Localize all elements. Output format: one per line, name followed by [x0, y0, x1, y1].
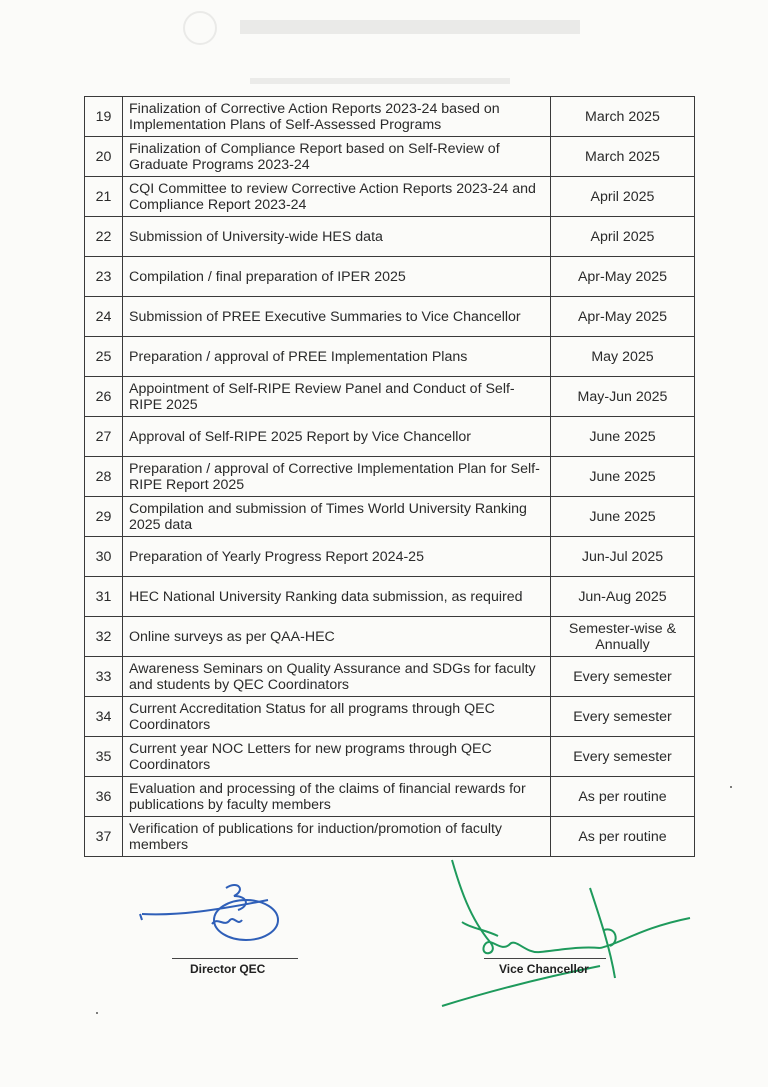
vice-chancellor-signature-icon [440, 858, 710, 1018]
row-number: 29 [85, 497, 123, 537]
table-row [85, 697, 695, 737]
row-number: 34 [85, 697, 123, 737]
row-number: 31 [85, 577, 123, 617]
row-number: 21 [85, 177, 123, 217]
row-number: 25 [85, 337, 123, 377]
row-number: 36 [85, 777, 123, 817]
schedule-table [84, 96, 695, 857]
table-row [85, 577, 695, 617]
timeline: Jun-Aug 2025 [551, 577, 695, 617]
task-description: HEC National University Ranking data submission, as required [123, 577, 551, 617]
task-description: Current year NOC Letters for new programs through QEC Coordinators [123, 737, 551, 777]
timeline: Jun-Jul 2025 [551, 537, 695, 577]
row-number: 30 [85, 537, 123, 577]
faint-subheader [250, 78, 510, 84]
table-row [85, 177, 695, 217]
table-row [85, 737, 695, 777]
task-description: Compilation / final preparation of IPER 2025 [123, 257, 551, 297]
row-number: 26 [85, 377, 123, 417]
schedule-table-body [85, 97, 695, 857]
table-row [85, 417, 695, 457]
timeline: Apr-May 2025 [551, 297, 695, 337]
table-row [85, 297, 695, 337]
task-description: Online surveys as per QAA-HEC [123, 617, 551, 657]
speck [96, 1012, 98, 1014]
table-row [85, 777, 695, 817]
task-description: CQI Committee to review Corrective Action Reports 2023-24 and Compliance Report 2023-24 [123, 177, 551, 217]
timeline: Apr-May 2025 [551, 257, 695, 297]
table-row [85, 537, 695, 577]
row-number: 33 [85, 657, 123, 697]
task-description: Submission of PREE Executive Summaries to Vice Chancellor [123, 297, 551, 337]
director-signature-icon [138, 880, 298, 950]
task-description: Finalization of Corrective Action Reports 2023-24 based on Implementation Plans of Self-Assessed Programs [123, 97, 551, 137]
vice-chancellor-label: Vice Chancellor [499, 962, 589, 976]
timeline: April 2025 [551, 217, 695, 257]
vice-chancellor-signature-line [484, 958, 606, 959]
timeline: June 2025 [551, 417, 695, 457]
row-number: 24 [85, 297, 123, 337]
task-description: Verification of publications for induction/promotion of faculty members [123, 817, 551, 857]
timeline: May 2025 [551, 337, 695, 377]
task-description: Compilation and submission of Times World University Ranking 2025 data [123, 497, 551, 537]
table-row [85, 97, 695, 137]
table-row [85, 617, 695, 657]
table-row [85, 377, 695, 417]
table-row [85, 457, 695, 497]
task-description: Preparation / approval of Corrective Implementation Plan for Self-RIPE Report 2025 [123, 457, 551, 497]
watermark-header [180, 8, 600, 48]
table-row [85, 337, 695, 377]
timeline: As per routine [551, 817, 695, 857]
timeline: Every semester [551, 697, 695, 737]
director-label: Director QEC [190, 962, 266, 976]
task-description: Submission of University-wide HES data [123, 217, 551, 257]
row-number: 37 [85, 817, 123, 857]
task-description: Preparation of Yearly Progress Report 2024-25 [123, 537, 551, 577]
timeline: May-Jun 2025 [551, 377, 695, 417]
timeline: As per routine [551, 777, 695, 817]
row-number: 28 [85, 457, 123, 497]
task-description: Awareness Seminars on Quality Assurance and SDGs for faculty and students by QEC Coordinators [123, 657, 551, 697]
table-row [85, 657, 695, 697]
task-description: Finalization of Compliance Report based on Self-Review of Graduate Programs 2023-24 [123, 137, 551, 177]
timeline: Semester-wise & Annually [551, 617, 695, 657]
task-description: Preparation / approval of PREE Implementation Plans [123, 337, 551, 377]
table-row [85, 217, 695, 257]
task-description: Evaluation and processing of the claims of financial rewards for publications by faculty members [123, 777, 551, 817]
table-row [85, 497, 695, 537]
timeline: June 2025 [551, 457, 695, 497]
timeline: April 2025 [551, 177, 695, 217]
task-description: Appointment of Self-RIPE Review Panel and Conduct of Self-RIPE 2025 [123, 377, 551, 417]
table-row [85, 137, 695, 177]
timeline: June 2025 [551, 497, 695, 537]
row-number: 22 [85, 217, 123, 257]
signature-area [0, 850, 768, 1087]
table-row [85, 257, 695, 297]
timeline: Every semester [551, 657, 695, 697]
timeline: March 2025 [551, 97, 695, 137]
task-description: Approval of Self-RIPE 2025 Report by Vice Chancellor [123, 417, 551, 457]
timeline: March 2025 [551, 137, 695, 177]
row-number: 23 [85, 257, 123, 297]
row-number: 27 [85, 417, 123, 457]
speck [730, 786, 732, 788]
row-number: 20 [85, 137, 123, 177]
timeline: Every semester [551, 737, 695, 777]
row-number: 35 [85, 737, 123, 777]
row-number: 19 [85, 97, 123, 137]
row-number: 32 [85, 617, 123, 657]
task-description: Current Accreditation Status for all programs through QEC Coordinators [123, 697, 551, 737]
director-signature-line [172, 958, 298, 959]
